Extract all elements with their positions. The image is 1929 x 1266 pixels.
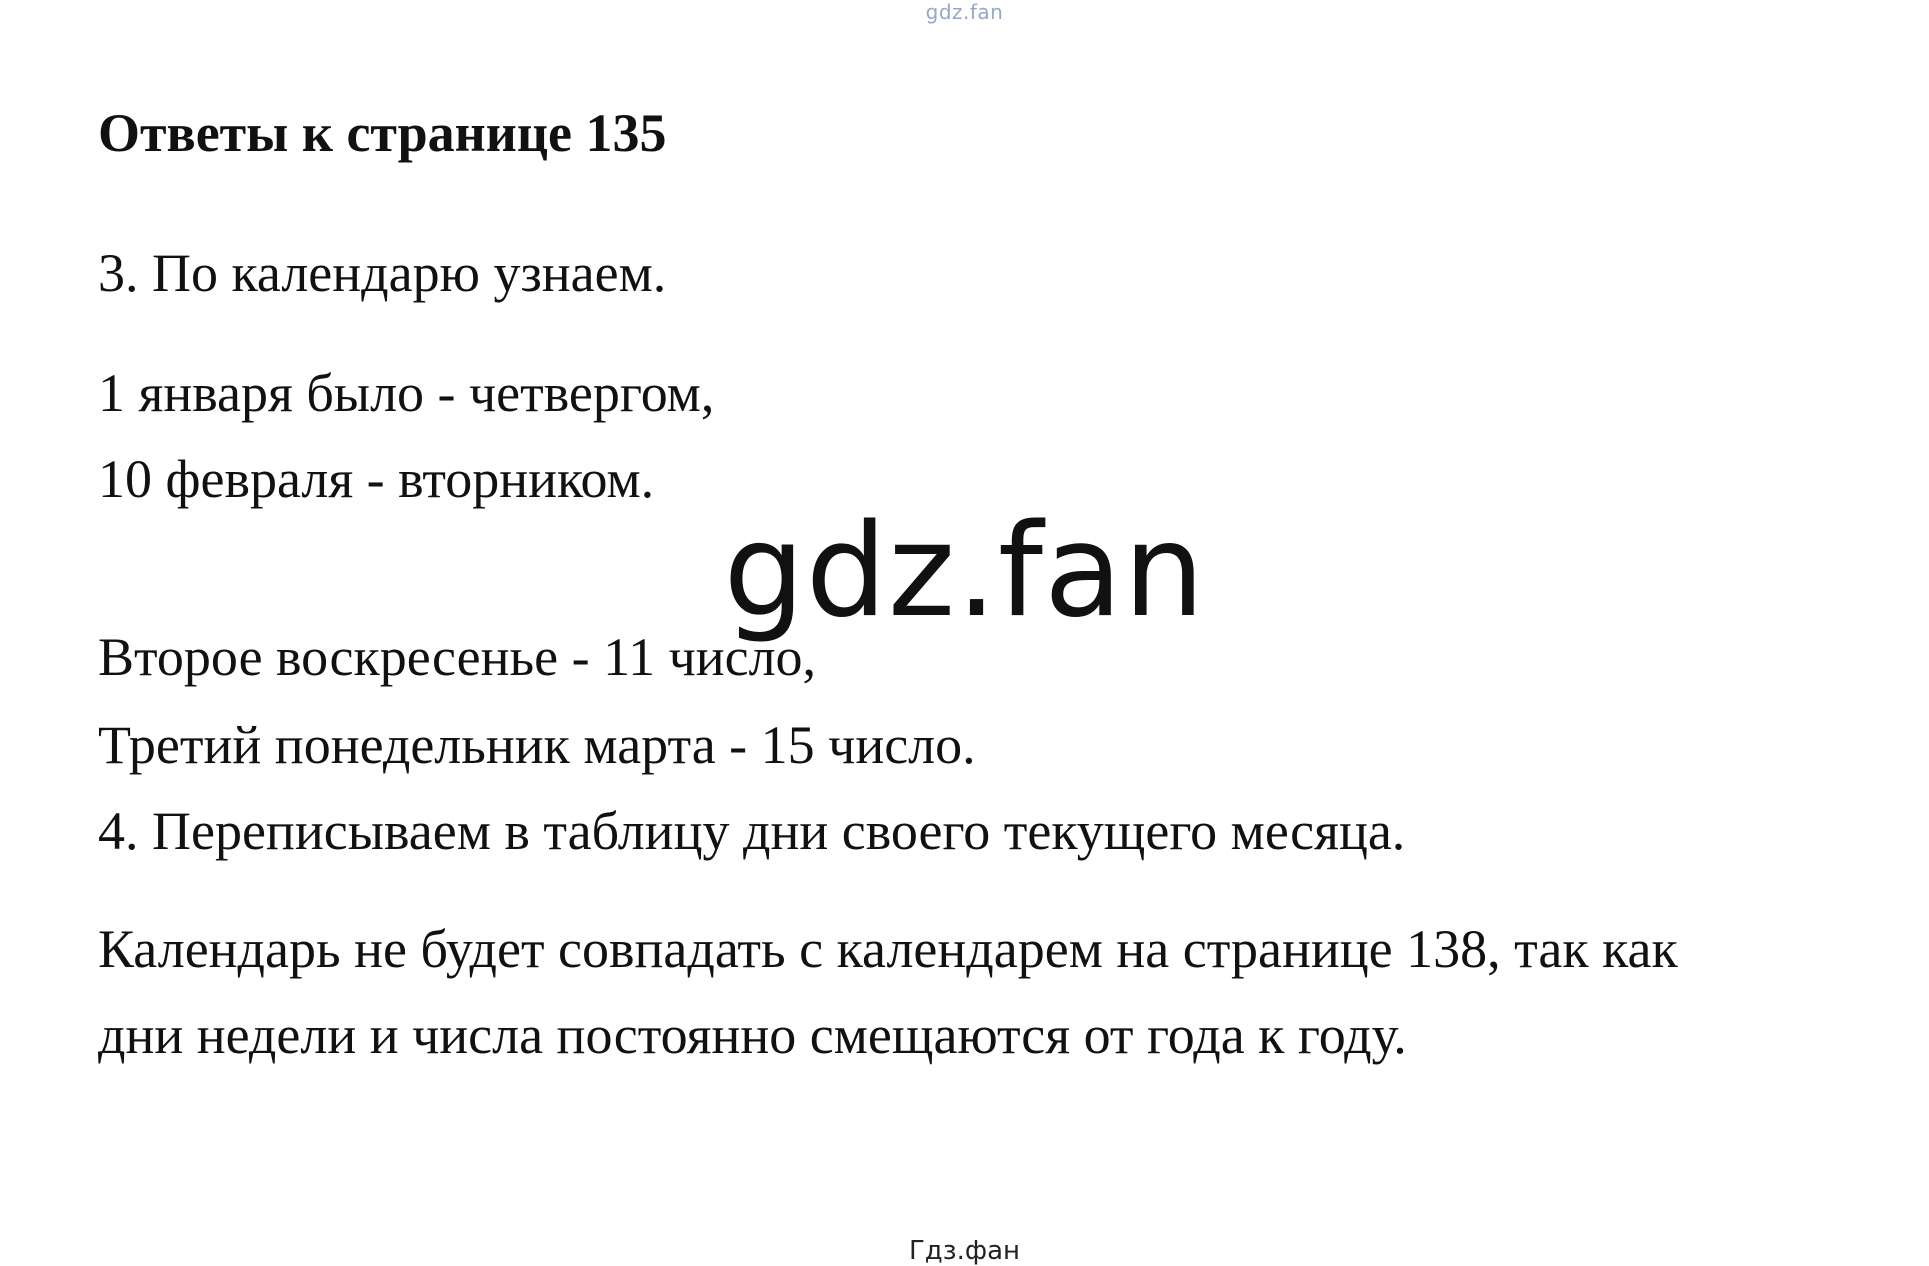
answer-line-task3: 3. По календарю узнаем. [98,243,667,303]
center-watermark: gdz.fan [723,497,1206,646]
answer-line-calendar-note-1: Календарь не будет совпадать с календарем на странице 138, так как [98,919,1678,979]
top-watermark: gdz.fan [925,0,1004,24]
answer-line-task4: 4. Переписываем в таблицу дни своего текущего месяца. [98,801,1406,861]
answer-line-calendar-note-2: дни недели и числа постоянно смещаются от года к году. [98,1005,1407,1065]
answer-line-third-monday: Третий понедельник марта - 15 число. [98,715,976,775]
answer-line-feb10: 10 февраля - вторником. [98,449,655,509]
footer-watermark: Гдз.фан [908,1236,1021,1266]
answer-line-second-sunday: Второе воскресенье - 11 число, [98,627,817,687]
answer-line-jan1: 1 января было - четвергом, [98,363,715,423]
page-heading: Ответы к странице 135 [98,103,667,163]
